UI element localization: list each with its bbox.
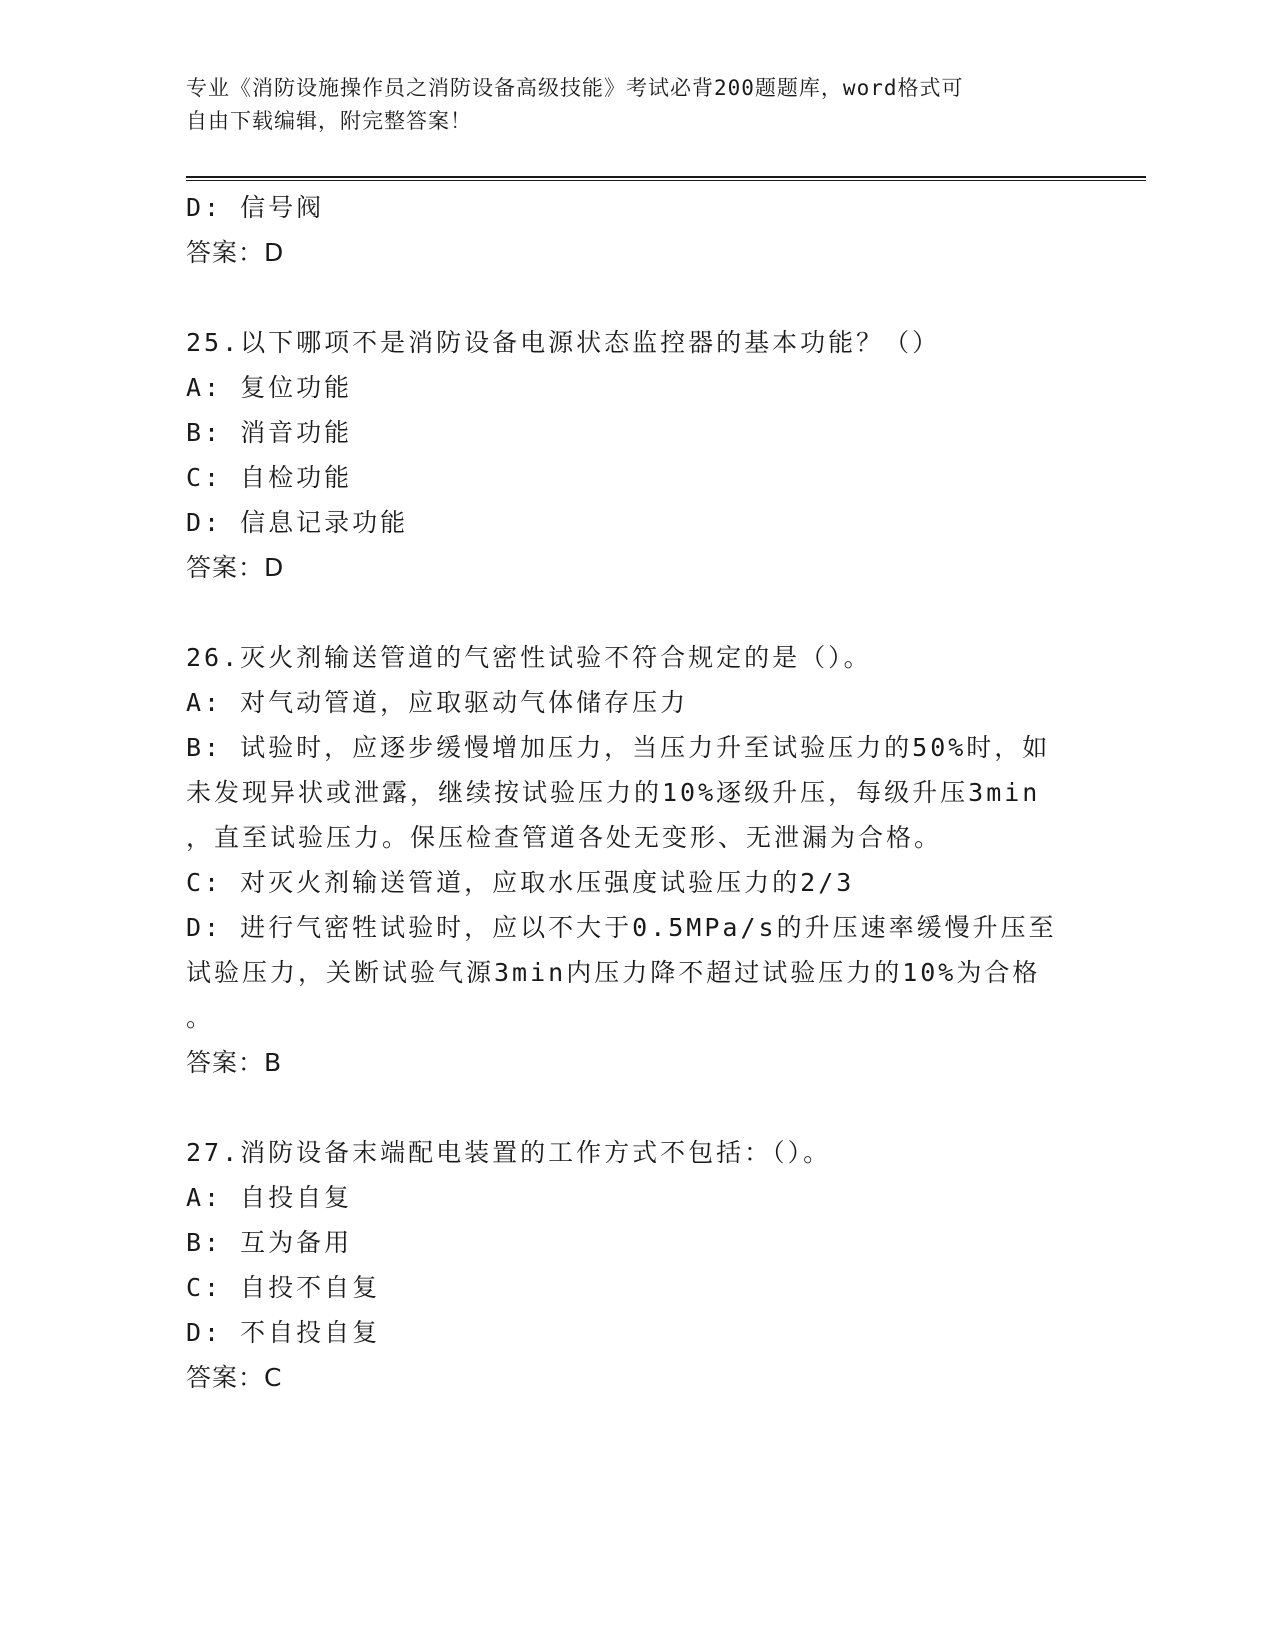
option-b: B: 试验时，应逐步缓慢增加压力，当压力升至试验压力的50%时，如 — [186, 733, 1051, 762]
option-a: A: 对气动管道，应取驱动气体储存压力 — [186, 688, 689, 717]
option-d: D: 信息记录功能 — [186, 508, 409, 537]
option-c: C: 自投不自复 — [186, 1273, 381, 1302]
answer-line: 答案：D — [186, 238, 285, 267]
option-a: A: 自投自复 — [186, 1183, 353, 1212]
option-d-continued: 。 — [186, 1003, 215, 1032]
spacer — [186, 275, 1066, 320]
option-d: D: 不自投自复 — [186, 1318, 381, 1347]
question-stem: 25.以下哪项不是消防设备电源状态监控器的基本功能？（） — [186, 328, 941, 357]
option-c: C: 对灭火剂输送管道，应取水压强度试验压力的2/3 — [186, 868, 855, 897]
question-list — [186, 185, 1066, 1400]
option-b: B: 消音功能 — [186, 418, 353, 447]
question-stem: 27.消防设备末端配电装置的工作方式不包括：（）。 — [186, 1138, 832, 1167]
answer-line: 答案：C — [186, 1363, 283, 1392]
question-stem: 26.灭火剂输送管道的气密性试验不符合规定的是（）。 — [186, 643, 872, 672]
option-b: B: 互为备用 — [186, 1228, 353, 1257]
option-a: A: 复位功能 — [186, 373, 353, 402]
question-27 — [186, 1130, 1066, 1400]
spacer — [186, 1085, 1066, 1130]
question-25 — [186, 320, 1066, 590]
option-d: D: 信号阀 — [186, 193, 325, 222]
header-divider — [186, 176, 1146, 181]
option-d-continued: 试验压力，关断试验气源3min内压力降不超过试验压力的10%为合格 — [186, 958, 1041, 987]
option-b-continued: 未发现异状或泄露，继续按试验压力的10%逐级升压，每级升压3min — [186, 778, 1041, 807]
question-26 — [186, 635, 1066, 1085]
spacer — [186, 590, 1066, 635]
document-header — [186, 72, 1066, 138]
option-d: D: 进行气密牲试验时，应以不大于0.5MPa/s的升压速率缓慢升压至 — [186, 913, 1057, 942]
header-line-2: 自由下载编辑，附完整答案！ — [186, 109, 472, 133]
option-b-continued: ，直至试验压力。保压检查管道各处无变形、无泄漏为合格。 — [186, 823, 943, 852]
header-line-1: 专业《消防设施操作员之消防设备高级技能》考试必背200题题库，word格式可 — [186, 76, 964, 100]
question-24-tail — [186, 185, 1066, 275]
answer-line: 答案：D — [186, 553, 285, 582]
answer-line: 答案：B — [186, 1048, 283, 1077]
option-c: C: 自检功能 — [186, 463, 353, 492]
